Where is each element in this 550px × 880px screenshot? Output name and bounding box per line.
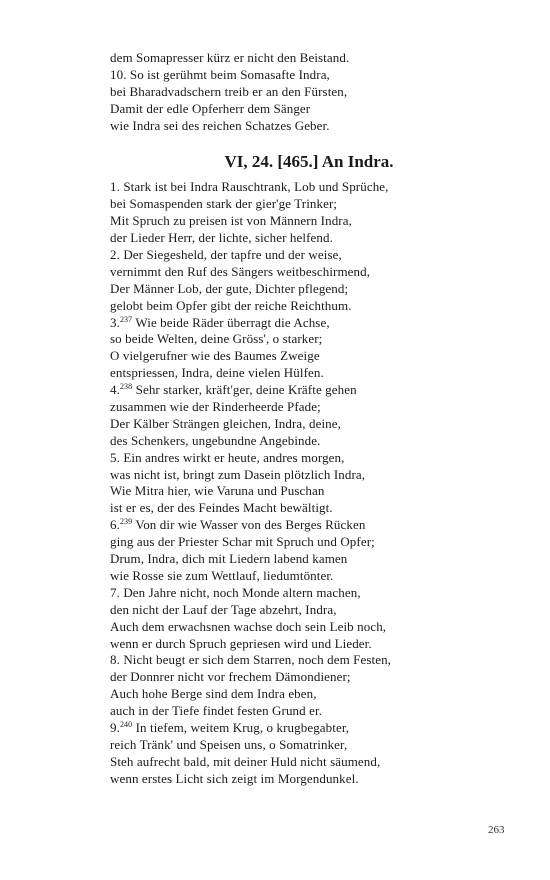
text-line: Wie Mitra hier, wie Varuna und Puschan <box>110 483 325 499</box>
verse-5 <box>110 450 470 518</box>
text-line: ging aus der Priester Schar mit Spruch und Opfer; <box>110 534 375 550</box>
verse-text: Stark ist bei Indra Rauschtrank, Lob und Sprüche, <box>123 179 389 195</box>
hymn-heading: VI, 24. [465.] An Indra. <box>224 152 394 172</box>
text-line: 10. So ist gerühmt beim Somasafte Indra, <box>110 66 330 82</box>
verse-4 <box>110 382 470 450</box>
verse-number: 1. <box>110 179 120 195</box>
verse-number: 5. <box>110 449 120 465</box>
text-line: Der Männer Lob, der gute, Dichter pflegend; <box>110 280 349 296</box>
verse-text: Sehr starker, kräft'ger, deine Kräfte gehen <box>135 382 357 398</box>
text-line: Der Kälber Strängen gleichen, Indra, deine, <box>110 415 341 431</box>
verse-9 <box>110 720 470 788</box>
text-line: des Schenkers, ungebundne Angebinde. <box>110 432 321 448</box>
verse-text: Den Jahre nicht, noch Monde altern machen, <box>123 584 361 600</box>
text-line: bei Somaspenden stark der gier'ge Trinker; <box>110 196 338 212</box>
verse-number: 7. <box>110 584 120 600</box>
text-line: wie Rosse sie zum Wettlauf, liedumtönter. <box>110 567 334 583</box>
text-line: wie Indra sei des reichen Schatzes Geber. <box>110 117 330 133</box>
verse-first-line <box>110 179 470 196</box>
page-number: 263 <box>488 824 505 836</box>
verse-8 <box>110 652 470 720</box>
verse-number: 8. <box>110 652 120 668</box>
text-line: gelobt beim Opfer gibt der reiche Reichthum. <box>110 297 352 313</box>
text-line: bei Bharadvadschern treib er an den Fürsten, <box>110 83 348 99</box>
text-line: wenn er durch Spruch gepriesen wird und Lieder. <box>110 635 372 651</box>
text-line: was nicht ist, bringt zum Dasein plötzlich Indra, <box>110 466 366 482</box>
text-line: entspriessen, Indra, deine vielen Hülfen. <box>110 365 324 381</box>
text-line: Mit Spruch zu preisen ist von Männern Indra, <box>110 213 352 229</box>
page-body <box>110 50 470 788</box>
text-line: O vielgerufner wie des Baumes Zweige <box>110 348 320 364</box>
verse-first-line <box>110 382 470 399</box>
text-line: der Lieder Herr, der lichte, sicher helfend. <box>110 230 333 246</box>
footnote-marker: 239 <box>119 517 133 527</box>
verse-6 <box>110 517 470 585</box>
verse-first-line <box>110 652 470 669</box>
verse-3 <box>110 315 470 383</box>
text-line: auch in der Tiefe findet festen Grund er. <box>110 703 323 719</box>
footnote-marker: 240 <box>119 719 133 729</box>
verse-number: 4. <box>110 382 120 398</box>
verse-first-line <box>110 585 470 602</box>
text-line: dem Somapresser kürz er nicht den Beistand. <box>110 50 350 65</box>
verse-first-line <box>110 720 470 737</box>
verse-number: 6. <box>110 517 120 533</box>
text-line: der Donnrer nicht vor frechem Dämondiener; <box>110 669 351 685</box>
text-line: reich Tränk' und Speisen uns, o Somatrinker, <box>110 736 348 752</box>
footnote-marker: 237 <box>119 314 133 324</box>
verse-text: In tiefem, weitem Krug, o krugbegabter, <box>135 719 350 735</box>
verse-text: Nicht beugt er sich dem Starren, noch dem Festen, <box>123 652 392 668</box>
continuation-verse <box>110 50 470 134</box>
text-line: so beide Welten, deine Gröss', o starker; <box>110 331 323 347</box>
text-line: Damit der edle Opferherr dem Sänger <box>110 100 311 116</box>
footnote-marker: 238 <box>119 382 133 392</box>
verse-text: Von dir wie Wasser von des Berges Rücken <box>135 517 366 533</box>
verse-first-line <box>110 517 470 534</box>
verse-first-line <box>110 450 470 467</box>
verse-number: 9. <box>110 719 120 735</box>
verse-1 <box>110 179 470 247</box>
text-line: zusammen wie der Rinderheerde Pfade; <box>110 399 321 415</box>
verse-number: 2. <box>110 247 120 263</box>
text-line: vernimmt den Ruf des Sängers weitbeschirmend, <box>110 263 371 279</box>
text-line: den nicht der Lauf der Tage abzehrt, Indra, <box>110 601 337 617</box>
verse-2 <box>110 247 470 315</box>
text-line: ist er es, der des Feindes Macht bewältigt. <box>110 500 333 516</box>
verse-text: Wie beide Räder überragt die Achse, <box>135 314 330 330</box>
text-line: Steh aufrecht bald, mit deiner Huld nicht säumend, <box>110 753 381 769</box>
text-line: Auch dem erwachsnen wachse doch sein Leib noch, <box>110 618 387 634</box>
verse-text: Der Siegesheld, der tapfre und der weise, <box>123 247 342 263</box>
verse-number: 3. <box>110 314 120 330</box>
text-line: wenn erstes Licht sich zeigt im Morgendunkel. <box>110 770 359 786</box>
text-line: Drum, Indra, dich mit Liedern labend kamen <box>110 551 348 567</box>
verse-7 <box>110 585 470 653</box>
text-line: Auch hohe Berge sind dem Indra eben, <box>110 686 317 702</box>
verse-text: Ein andres wirkt er heute, andres morgen, <box>123 449 345 465</box>
verse-first-line <box>110 247 470 264</box>
hymn-verses <box>110 179 470 787</box>
verse-first-line <box>110 315 470 332</box>
